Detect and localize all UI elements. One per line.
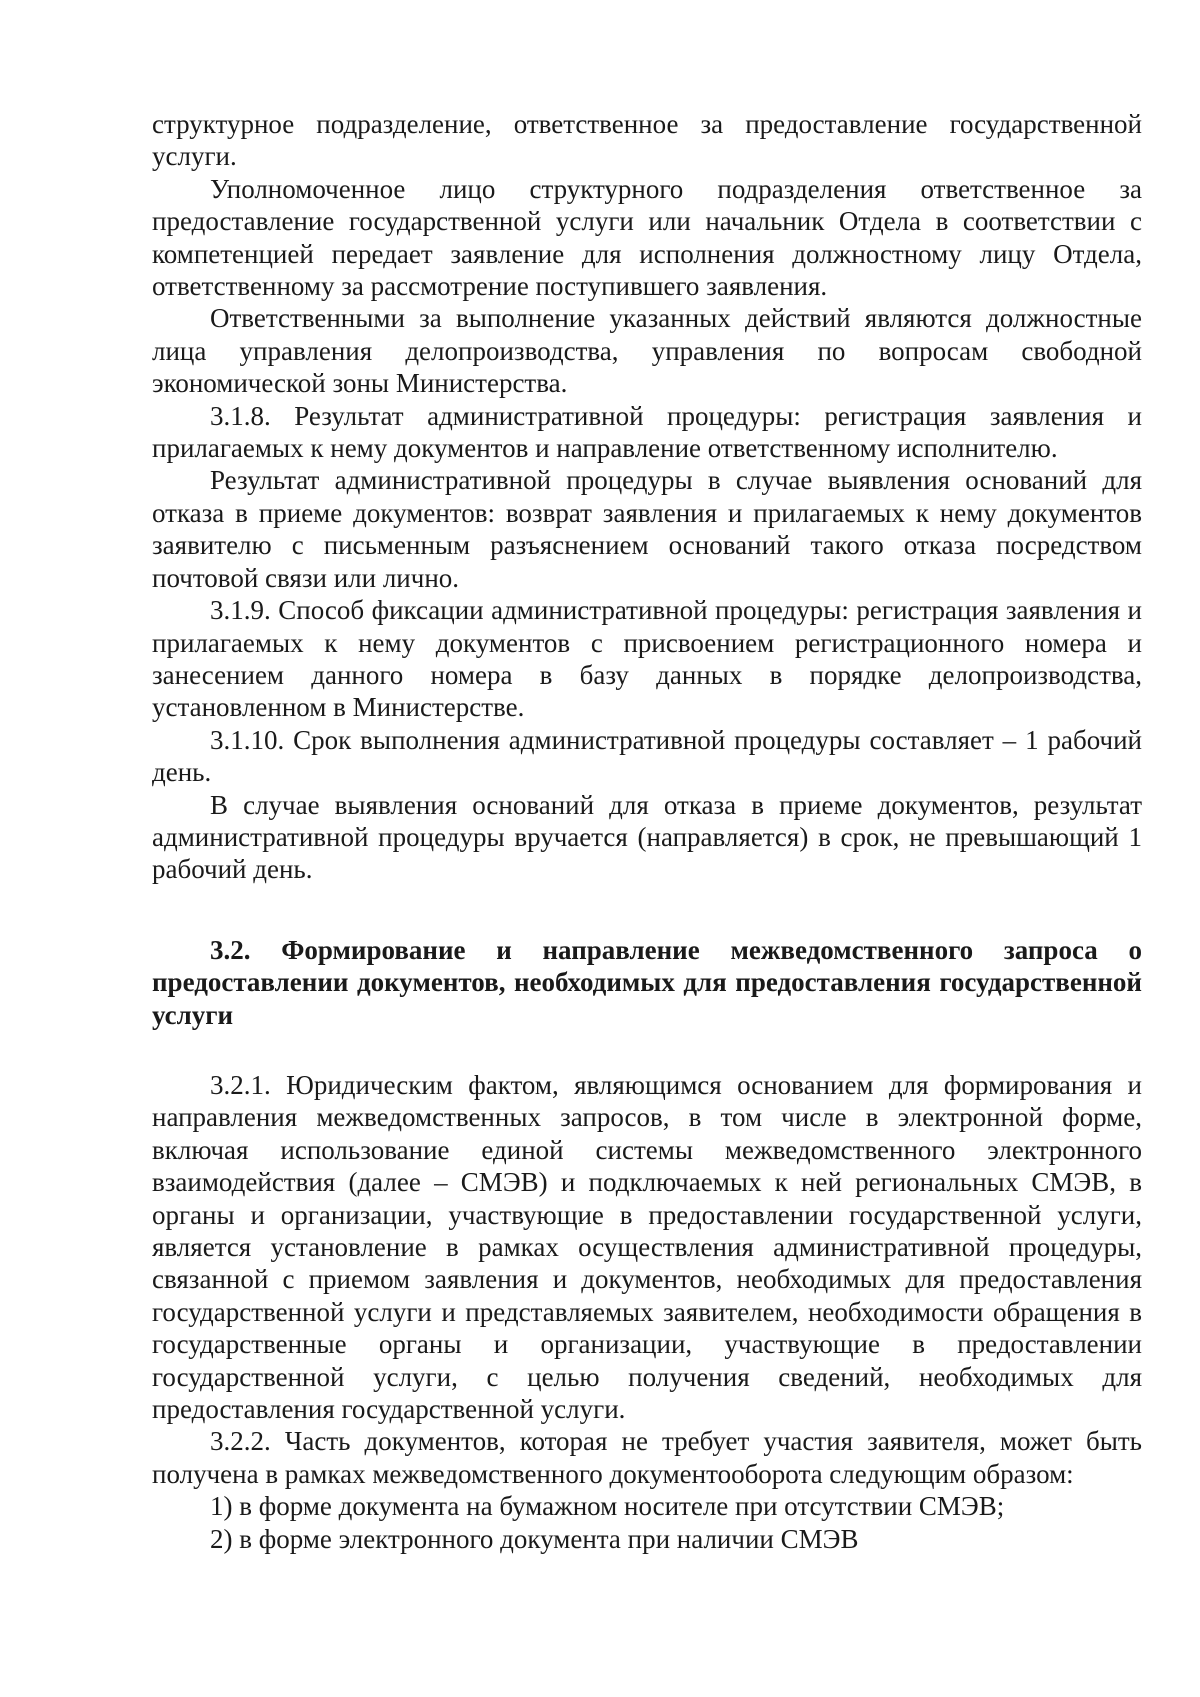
paragraph-refusal-result: Результат административной процедуры в случае выявления оснований для отказа в приеме документов: возврат заявления и прилагаемых к нему документов заявителю с письменным разъяснением оснований такого отказа посредством почтовой связи или лично. (152, 465, 1142, 593)
paragraph-responsible-officials: Ответственными за выполнение указанных действий являются должностные лица управления делопроизводства, управления по вопросам свободной экономической зоны Министерства. (152, 303, 1142, 399)
paragraph-3-2-2: 3.2.2. Часть документов, которая не требует участия заявителя, может быть получена в рамках межведомственного документооборота следующим образом: (152, 1426, 1142, 1489)
paragraph-3-1-9: 3.1.9. Способ фиксации административной процедуры: регистрация заявления и прилагаемых к нему документов с присвоением регистрационного номера и занесением данного номера в базу данных в порядке делопроизводства, установленном в Министерстве. (152, 595, 1142, 723)
paragraph-3-1-8: 3.1.8. Результат административной процедуры: регистрация заявления и прилагаемых к нему документов и направление ответственному исполнителю. (152, 400, 1142, 464)
list-item-paper: 1) в форме документа на бумажном носителе при отсутствии СМЭВ; (210, 1491, 1005, 1522)
section-heading-3-2: 3.2. Формирование и направление межведомственного запроса о предоставлении документов, необходимых для предоставления государственной услуги (152, 934, 1142, 1030)
document-body (152, 108, 1142, 1555)
paragraph-3-2-1: 3.2.1. Юридическим фактом, являющимся основанием для формирования и направления межведомственных запросов, в том числе в электронной форме, включая использование единой системы межведомственного электронного взаимодействия (далее – СМЭВ) и подключаемых к ней региональных СМЭВ, в органы и организации, участвующие в предоставлении государственной услуги, является установление в рамках осуществления административной процедуры, связанной с приемом заявления и документов, необходимых для предоставления государственной услуги и представляемых заявителем, необходимости обращения в государственные органы и организации, участвующие в предоставлении государственной услуги, с целью получения сведений, необходимых для предоставления государственной услуги. (152, 1069, 1142, 1425)
paragraph-authorized-person: Уполномоченное лицо структурного подразделения ответственное за предоставление государственной услуги или начальник Отдела в соответствии с компетенцией передает заявление для исполнения должностному лицу Отдела, ответственному за рассмотрение поступившего заявления. (152, 173, 1142, 302)
paragraph-continuation: структурное подразделение, ответственное за предоставление государственной услуги. (152, 109, 1142, 172)
section-spacer (152, 886, 1142, 934)
paragraph-refusal-deadline: В случае выявления оснований для отказа в приеме документов, результат административной процедуры вручается (направляется) в срок, не превышающий 1 рабочий день. (152, 789, 1142, 885)
list-item-electronic: 2) в форме электронного документа при наличии СМЭВ (210, 1523, 859, 1554)
heading-spacer (152, 1031, 1142, 1069)
paragraph-3-1-10: 3.1.10. Срок выполнения административной процедуры составляет – 1 рабочий день. (152, 724, 1142, 788)
